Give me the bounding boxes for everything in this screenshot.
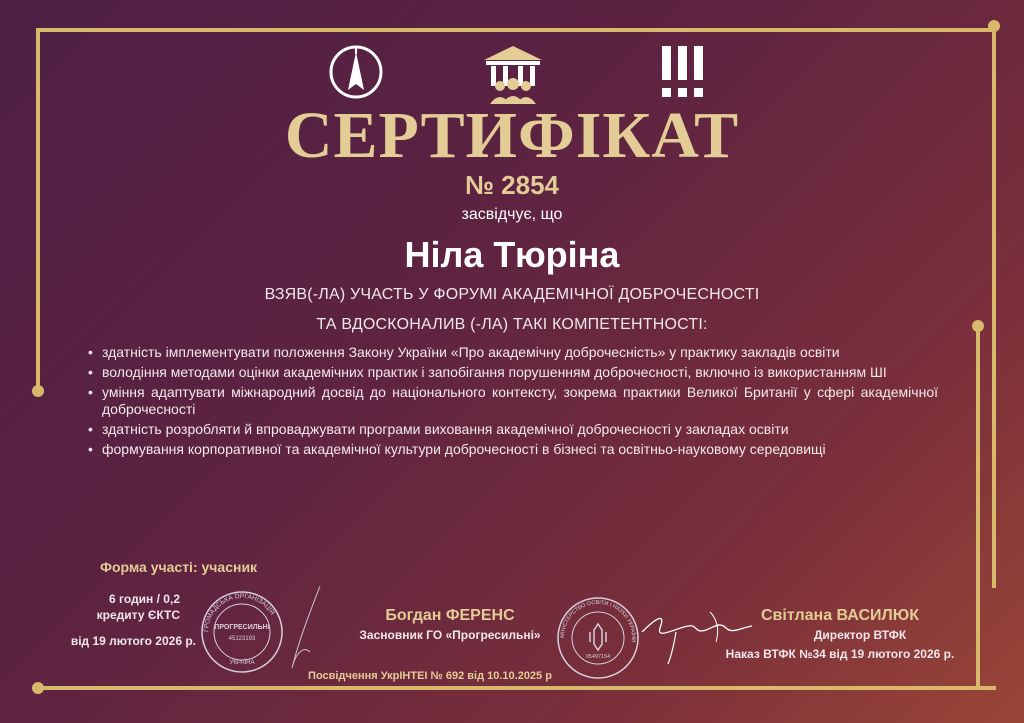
frame-top	[36, 28, 996, 32]
building-people-logo-icon	[478, 42, 548, 106]
stamp-code: 05497154	[585, 654, 611, 660]
frame-dot-bottom-left	[32, 682, 44, 694]
recipient-name: Ніла Тюріна	[404, 234, 620, 275]
stamp-center-text: ПРОГРЕСИЛЬНІ	[214, 624, 270, 631]
stamp-ring-text: ГРОМАДСЬКА ОРГАНІЗАЦІЯ	[202, 592, 276, 633]
ects-hours	[40, 592, 180, 622]
institution-stamp	[556, 596, 640, 680]
exclamation-logo-icon	[660, 44, 706, 100]
tower-logo-icon	[328, 44, 384, 100]
stamp-bottom-text: УКРАЇНА	[229, 660, 255, 666]
competencies-list	[88, 344, 938, 461]
certifies-text: засвідчує, що	[461, 206, 563, 223]
signature-left	[270, 582, 330, 672]
stamp-ring-text: МІНІСТЕРСТВО ОСВІТИ І НАУКИ УКРАЇНИ	[559, 599, 637, 643]
signatory-right-order: Наказ ВТФК №34 від 19 лютого 2026 р.	[725, 647, 955, 661]
participation-form: Форма участі: учасник	[100, 559, 258, 575]
signatory-left-role: Засновник ГО «Прогресильні»	[359, 628, 541, 642]
competency-item: • здатність імплементувати положення Закону України «Про академічну доброчесність» у практику закладів освіти	[88, 344, 938, 361]
frame-dot-top-right	[988, 20, 1000, 32]
frame-bottom	[36, 686, 996, 690]
ects-date: від 19 лютого 2026 р.	[70, 634, 196, 648]
signatory-left-name: Богдан ФЕРЕНС	[385, 607, 515, 624]
competency-item: • здатність розробляти й впроваджувати програми виховання академічної доброчесності у закладах освіти	[88, 421, 938, 438]
frame-right-inner	[976, 326, 980, 686]
registry-note: Посвідчення УкрІНТЕІ № 692 від 10.10.2025 р	[308, 670, 552, 682]
ects-hours-line2: кредиту ЄКТС	[96, 608, 180, 622]
competency-item: • формування корпоративної та академічної культури доброчесності в бізнесі та освітньо-науковому середовищі	[88, 441, 938, 458]
signatory-right-role: Директор ВТФК	[813, 628, 907, 642]
ects-hours-line1: 6 годин / 0,2	[109, 592, 180, 606]
svg-text:МІНІСТЕРСТВО ОСВІТИ І НАУКИ УК	[560, 600, 637, 642]
competency-item: • уміння адаптувати міжнародний досвід до національного контексту, зокрема практики Великої Британії у сфері академічної доброчесності	[88, 384, 938, 418]
stamp-code: 45123193	[228, 636, 256, 642]
signatory-right-name: Світлана ВАСИЛЮК	[761, 607, 919, 624]
certificate-title: СЕРТИФІКАТ	[284, 99, 740, 172]
competency-item: • володіння методами оцінки академічних практик і запобігання порушенням доброчесності, включно із використанням ШІ	[88, 364, 938, 381]
participation-statement: ВЗЯВ(-ЛА) УЧАСТЬ У ФОРУМІ АКАДЕМІЧНОЇ ДОБРОЧЕСНОСТІ	[264, 286, 760, 303]
frame-dot-left	[32, 385, 44, 397]
competencies-heading: ТА ВДОСКОНАЛИВ (-ЛА) ТАКІ КОМПЕТЕНТНОСТІ:	[316, 316, 708, 333]
certificate-number: № 2854	[464, 170, 560, 200]
